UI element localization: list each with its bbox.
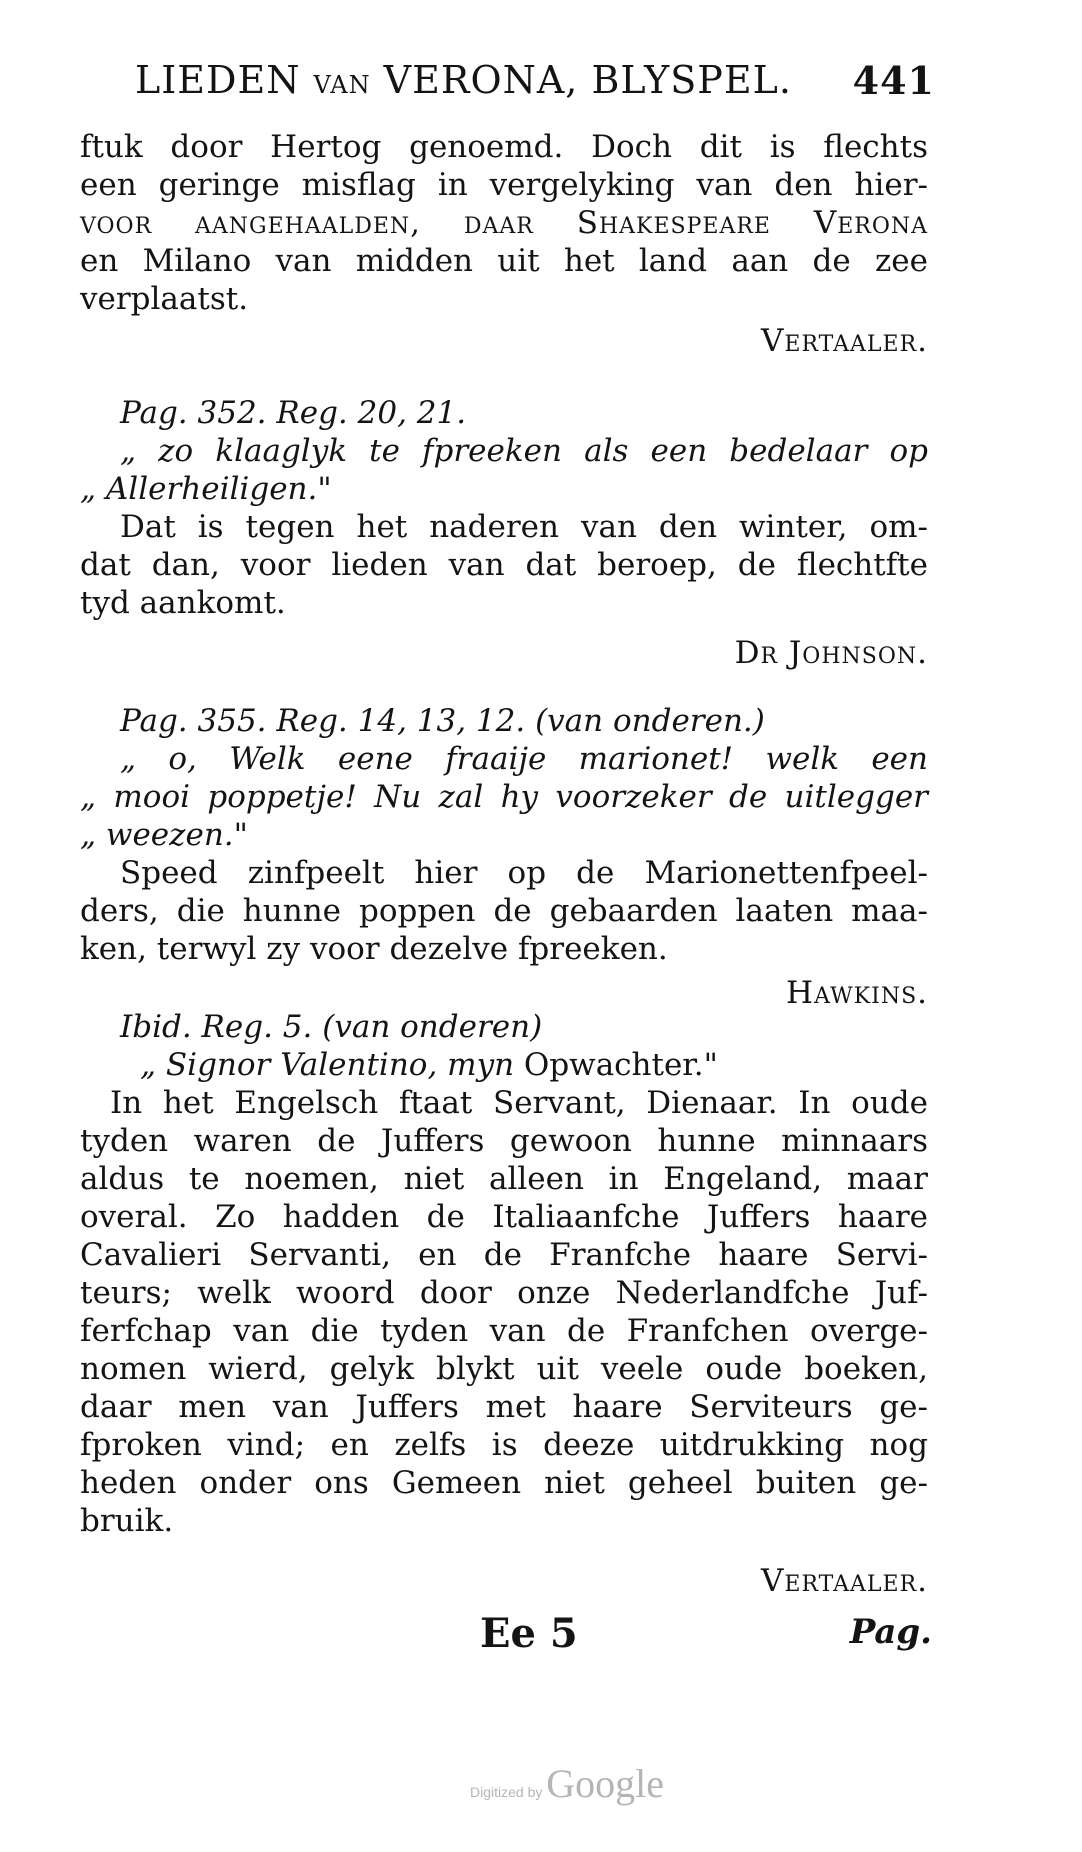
header-title-suffix: VERONA, BLYSPEL.	[370, 58, 792, 102]
page-number: 441	[852, 58, 935, 103]
text-line: teurs; welk woord door onze Nederlandfche Juf-	[80, 1275, 928, 1311]
text-line: ken, terwyl zy voor dezelve fpreeken.	[80, 931, 668, 967]
text-line: heden onder ons Gemeen niet geheel buiten ge-	[80, 1465, 928, 1501]
text-line: bruik.	[80, 1503, 174, 1539]
text-line: voor aangehaalden, daar Shakespeare Verona	[80, 205, 928, 241]
quote-italic-part: „ Signor Valentino, myn	[140, 1047, 515, 1083]
signature-vertaaler: Vertaaler.	[761, 1563, 928, 1599]
signature-vertaaler: Vertaaler.	[761, 323, 928, 359]
text-line: tyd aankomt.	[80, 585, 286, 621]
text-line: Cavalieri Servanti, en de Franfche haare Servi-	[80, 1237, 928, 1273]
quote-line: „ weezen."	[80, 817, 248, 853]
paragraph-1	[80, 128, 928, 360]
quote-line: „ zo klaaglyk te fpreeken als een bedelaar op	[120, 433, 928, 469]
note-1	[80, 394, 928, 672]
watermark-prefix: Digitized by	[470, 1784, 547, 1800]
quote-line: „ o, Welk eene fraaije marionet! welk een	[120, 741, 928, 777]
running-header	[135, 58, 935, 102]
text-line: daar men van Juffers met haare Serviteurs ge-	[80, 1389, 928, 1425]
header-title-van: VAN	[313, 71, 371, 99]
signature-hawkins: Hawkins.	[786, 975, 928, 1011]
catchword: Pag.	[849, 1612, 932, 1652]
text-line: overal. Zo hadden de Italiaanfche Juffers haare	[80, 1199, 928, 1235]
text-line: een geringe misflag in vergelyking van den hier-	[80, 167, 928, 203]
quote-roman-part: Opwachter."	[514, 1047, 718, 1083]
text-line: nomen wierd, gelyk blykt uit veele oude boeken,	[80, 1351, 928, 1387]
text-line: ftuk door Hertog genoemd. Doch dit is flechts	[80, 129, 928, 165]
signature-johnson: Dr Johnson.	[734, 635, 928, 671]
text-line: tyden waren de Juffers gewoon hunne minnaars	[80, 1123, 928, 1159]
text-line: ferfchap van die tyden van de Franfchen overge-	[80, 1313, 928, 1349]
text-line: aldus te noemen, niet alleen in Engeland, maar	[80, 1161, 928, 1197]
quote-line: „ mooi poppetje! Nu zal hy voorzeker de uitlegger	[80, 779, 928, 815]
note-3	[80, 1008, 928, 1600]
text-line: ders, die hunne poppen de gebaarden laaten maa-	[80, 893, 928, 929]
text-line: Dat is tegen het naderen van den winter, om-	[120, 509, 928, 545]
quote-line: „ Allerheiligen."	[80, 471, 332, 507]
google-logo: Google	[546, 1761, 665, 1806]
signature-mark: Ee 5	[480, 1610, 578, 1657]
note-reference: Ibid. Reg. 5. (van onderen)	[120, 1009, 543, 1045]
text-line: Speed zinfpeelt hier op de Marionettenfpeel-	[120, 855, 928, 891]
digitized-watermark	[470, 1760, 664, 1807]
text-line: fproken vind; en zelfs is deeze uitdrukking nog	[80, 1427, 928, 1463]
text-line: en Milano van midden uit het land aan de zee	[80, 243, 928, 279]
text-line: In het Engelsch ftaat Servant, Dienaar. In oude	[110, 1085, 928, 1121]
note-reference: Pag. 352. Reg. 20, 21.	[120, 395, 467, 431]
note-2	[80, 702, 928, 1012]
header-title-prefix: LIEDEN	[135, 58, 314, 102]
text-line: verplaatst.	[80, 281, 249, 317]
quote-line	[80, 1046, 928, 1084]
text-line: dat dan, voor lieden van dat beroep, de flechtfte	[80, 547, 928, 583]
note-reference: Pag. 355. Reg. 14, 13, 12. (van onderen.)	[120, 703, 765, 739]
